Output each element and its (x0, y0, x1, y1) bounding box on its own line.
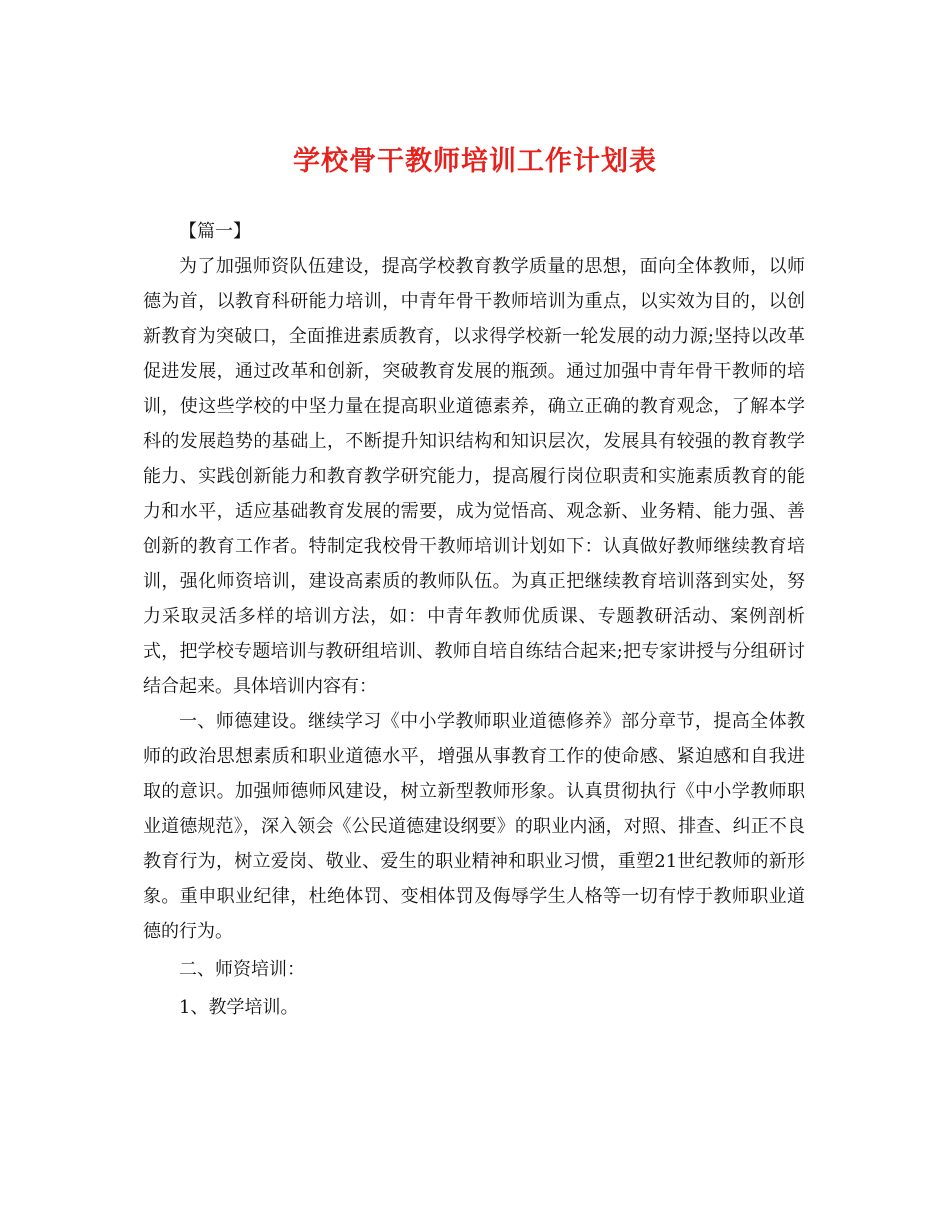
document-body (143, 214, 805, 1025)
paragraph-teacher-training-heading: 二、师资培训： (179, 959, 305, 980)
paragraph-ethics: 一、师德建设。继续学习《中小学教师职业道德修养》部分章节，提高全体教师的政治思想素质和职业道德水平，增强从事教育工作的使命感、紧迫感和自我进取的意识。加强师德师风建设，树立新型教师形象。认真贯彻执行《中小学教师职业道德规范》，深入领会《公民道德建设纲要》的职业内涵，对照、排查、纠正不良教育行为，树立爱岗、敬业、爱生的职业精神和职业习惯，重塑21世纪教师的新形象。重申职业纪律，杜绝体罚、变相体罚及侮辱学生人格等一切有悖于教师职业道德的行为。 (143, 711, 805, 942)
section-label: 【篇一】 (179, 221, 251, 242)
document-title: 学校骨干教师培训工作计划表 (293, 146, 657, 177)
paragraph-teaching-training: 1、教学培训。 (179, 997, 299, 1018)
paragraph-intro: 为了加强师资队伍建设，提高学校教育教学质量的思想，面向全体教师，以师德为首，以教育科研能力培训，中青年骨干教师培训为重点，以实效为目的，以创新教育为突破口，全面推进素质教育，以求得学校新一轮发展的动力源;坚持以改革促进发展，通过改革和创新，突破教育发展的瓶颈。通过加强中青年骨干教师的培训，使这些学校的中坚力量在提高职业道德素养，确立正确的教育观念，了解本学科的发展趋势的基础上，不断提升知识结构和知识层次，发展具有较强的教育教学能力、实践创新能力和教育教学研究能力，提高履行岗位职责和实施素质教育的能力和水平，适应基础教育发展的需要，成为觉悟高、观念新、业务精、能力强、善创新的教育工作者。特制定我校骨干教师培训计划如下：认真做好教师继续教育培训，强化师资培训，建设高素质的教师队伍。为真正把继续教育培训落到实处，努力采取灵活多样的培训方法，如：中青年教师优质课、专题教研活动、案例剖析式，把学校专题培训与教研组培训、教师自培自练结合起来;把专家讲授与分组研讨结合起来。具体培训内容有： (143, 256, 805, 697)
